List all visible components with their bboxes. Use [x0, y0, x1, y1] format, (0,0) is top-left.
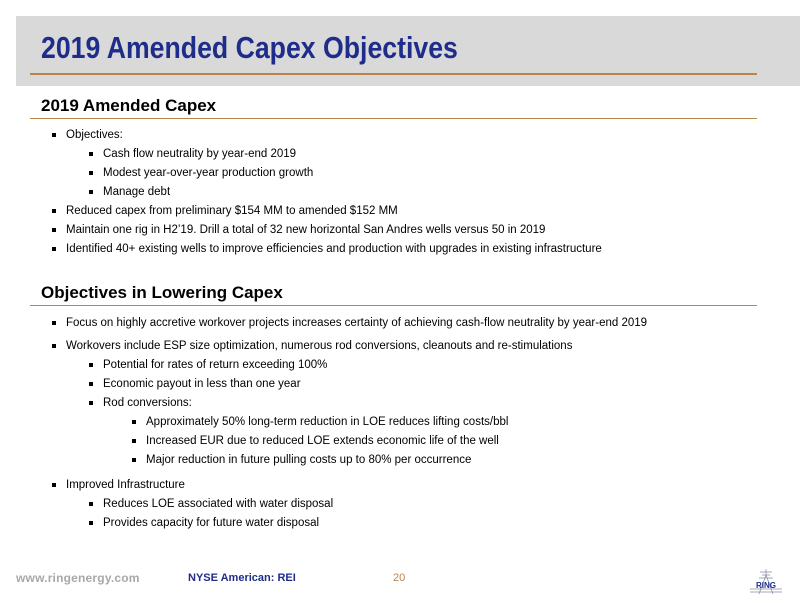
- bullet-item: [66, 478, 185, 492]
- square-bullet-icon: [89, 363, 93, 367]
- square-bullet-icon: [52, 483, 56, 487]
- ring-energy-logo-icon: [746, 568, 786, 596]
- bullet-text: Focus on highly accretive workover projects increases certainty of achieving cash-flow neutrality by year-end 2019: [66, 317, 648, 329]
- bullet-text: Major reduction in future pulling costs up to 80% per occurrence: [146, 454, 472, 466]
- section-heading-lowering-capex: Objectives in Lowering Capex: [41, 283, 283, 302]
- bullet-text: Approximately 50% long-term reduction in LOE reduces lifting costs/bbl: [146, 416, 509, 428]
- bullet-item: [103, 185, 170, 199]
- section-divider: [30, 305, 757, 306]
- square-bullet-icon: [89, 382, 93, 386]
- bullet-item: [66, 316, 647, 330]
- bullet-item: [66, 223, 545, 237]
- bullet-text: Rod conversions:: [103, 397, 192, 409]
- bullet-item: [103, 166, 313, 180]
- bullet-text: Modest year-over-year production growth: [103, 167, 314, 179]
- bullet-item: [146, 415, 508, 429]
- bullet-item: [103, 358, 327, 372]
- square-bullet-icon: [52, 228, 56, 232]
- square-bullet-icon: [89, 401, 93, 405]
- bullet-item: [103, 516, 319, 530]
- bullet-item: [66, 242, 602, 256]
- bullet-item: [146, 434, 499, 448]
- footer-website-link[interactable]: www.ringenergy.com: [16, 571, 140, 585]
- bullet-text: Objectives:: [66, 129, 123, 141]
- bullet-item: [103, 377, 301, 391]
- bullet-item: [66, 128, 123, 142]
- bullet-text: Potential for rates of return exceeding 100%: [103, 359, 328, 371]
- square-bullet-icon: [89, 521, 93, 525]
- bullet-text: Manage debt: [103, 186, 171, 198]
- bullet-text: Identified 40+ existing wells to improve efficiencies and production with upgrades in existing infrastructure: [66, 243, 602, 255]
- section-divider: [30, 118, 757, 119]
- square-bullet-icon: [89, 171, 93, 175]
- square-bullet-icon: [52, 344, 56, 348]
- square-bullet-icon: [132, 458, 136, 462]
- square-bullet-icon: [89, 152, 93, 156]
- square-bullet-icon: [132, 420, 136, 424]
- square-bullet-icon: [132, 439, 136, 443]
- square-bullet-icon: [89, 502, 93, 506]
- bullet-text: Provides capacity for future water disposal: [103, 517, 320, 529]
- square-bullet-icon: [52, 247, 56, 251]
- bullet-text: Economic payout in less than one year: [103, 378, 301, 390]
- bullet-item: [66, 339, 572, 353]
- page-number: 20: [393, 572, 406, 584]
- section-heading-amended-capex: 2019 Amended Capex: [41, 96, 217, 115]
- square-bullet-icon: [52, 209, 56, 213]
- bullet-item: [146, 453, 471, 467]
- footer-ticker: NYSE American: REI: [188, 572, 296, 584]
- bullet-item: [103, 147, 296, 161]
- bullet-item: [103, 396, 192, 410]
- bullet-text: Improved Infrastructure: [66, 479, 185, 491]
- bullet-text: Cash flow neutrality by year-end 2019: [103, 148, 297, 160]
- title-divider: [30, 73, 757, 75]
- bullet-text: Reduces LOE associated with water disposal: [103, 498, 334, 510]
- square-bullet-icon: [52, 133, 56, 137]
- bullet-text: Increased EUR due to reduced LOE extends economic life of the well: [146, 435, 499, 447]
- bullet-item: [103, 497, 333, 511]
- logo-text: RING: [756, 581, 776, 590]
- bullet-text: Workovers include ESP size optimization, numerous rod conversions, cleanouts and re-stimulations: [66, 340, 573, 352]
- bullet-text: Maintain one rig in H2’19. Drill a total of 32 new horizontal San Andres wells versus 50 in 2019: [66, 224, 546, 236]
- bullet-item: [66, 204, 398, 218]
- square-bullet-icon: [52, 321, 56, 325]
- bullet-text: Reduced capex from preliminary $154 MM to amended $152 MM: [66, 205, 398, 217]
- slide-title: 2019 Amended Capex Objectives: [41, 30, 458, 65]
- square-bullet-icon: [89, 190, 93, 194]
